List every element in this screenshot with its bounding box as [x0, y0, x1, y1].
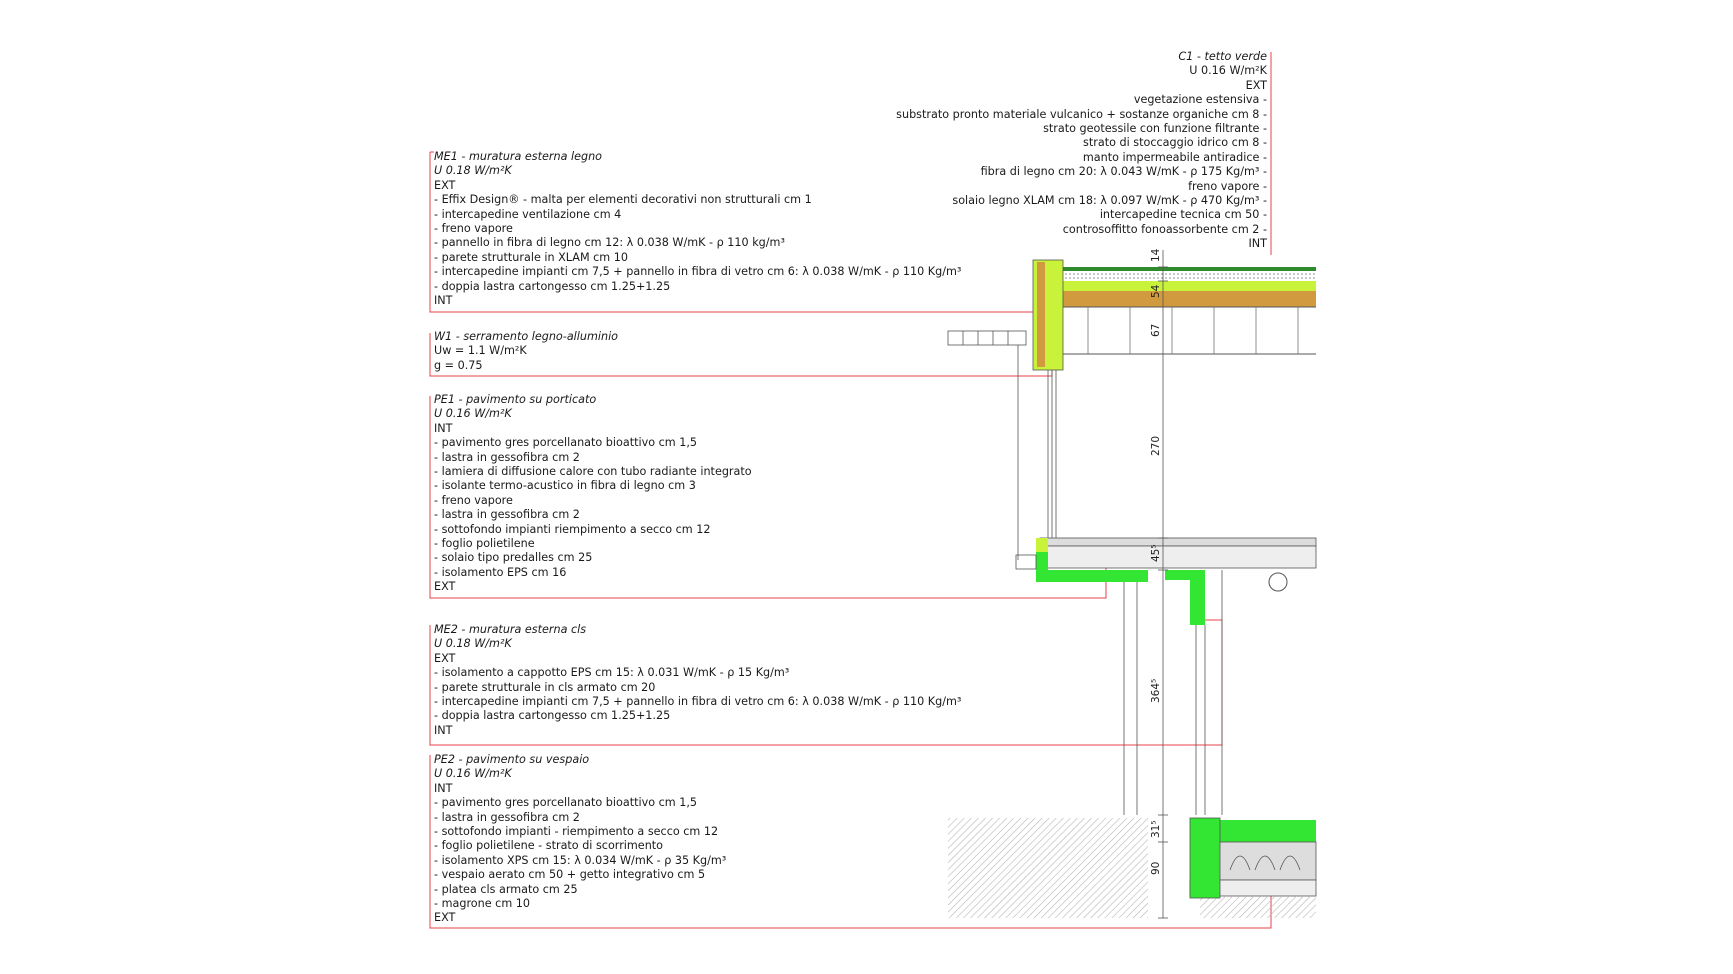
pe2-layer: - lastra in gessofibra cm 2 [434, 810, 580, 824]
pe1-title: PE1 - pavimento su porticato [434, 393, 597, 406]
dimension-label: 270 [1150, 435, 1162, 456]
c1-layer: manto impermeabile antiradice - [1082, 150, 1267, 164]
w1-value: g = 0.75 [434, 358, 483, 372]
pe1-layer: EXT [434, 580, 456, 594]
c1-layer: intercapedine tecnica cm 50 - [1099, 208, 1267, 222]
pe2-layer: - isolamento XPS cm 15: λ 0.034 W/mK - ρ 35 Kg/m³ [434, 853, 727, 867]
pe1-layer: - foglio polietilene [434, 537, 535, 551]
pe2-layer: - foglio polietilene - strato di scorrimento [434, 839, 664, 853]
me1-layer: - intercapedine ventilazione cm 4 [434, 207, 622, 221]
c1-layer: fibra di legno cm 20: λ 0.043 W/mK - ρ 175 Kg/m³ - [980, 165, 1267, 179]
pe2-label-block [434, 753, 726, 926]
pe2-layer: INT [434, 781, 453, 795]
dimension-label: 67 [1150, 323, 1162, 337]
me2-u-value: U 0.18 W/m²K [434, 637, 512, 651]
pe2-layer: - vespaio aerato cm 50 + getto integrativo cm 5 [434, 868, 706, 882]
c1-layer: substrato pronto materiale vulcanico + sostanze organiche cm 8 - [896, 107, 1267, 121]
c1-u-value: U 0.16 W/m²K [1189, 64, 1267, 78]
me1-layer: EXT [434, 178, 456, 192]
me2-layer: INT [434, 723, 453, 737]
pe1-layer: - lamiera di diffusione calore con tubo radiante integrato [434, 465, 752, 479]
dimension-label: 54 [1150, 284, 1162, 298]
me1-layer: - freno vapore [434, 222, 513, 236]
me1-layer: INT [434, 294, 453, 308]
c1-layer: solaio legno XLAM cm 18: λ 0.097 W/mK - ρ 470 Kg/m³ - [952, 194, 1267, 208]
pe1-layer: - solaio tipo predalles cm 25 [434, 551, 593, 565]
pe2-layer: - platea cls armato cm 25 [434, 882, 578, 896]
pe1-layer: - lastra in gessofibra cm 2 [434, 450, 580, 464]
me1-layer: - parete strutturale in XLAM cm 10 [434, 250, 628, 264]
roof-section [1033, 260, 1316, 370]
me1-layer: - Effix Design® - malta per elementi decorativi non strutturali cm 1 [434, 193, 812, 207]
dimension-label: 14 [1150, 248, 1162, 262]
pe2-layer: - magrone cm 10 [434, 897, 531, 911]
me2-layer: - doppia lastra cartongesso cm 1.25+1.25 [434, 709, 671, 723]
wall-me2-section [1124, 570, 1222, 815]
me2-layer: - intercapedine impianti cm 7,5 + pannello in fibra di vetro cm 6: λ 0.038 W/mK - ρ 110 Kg/m³ [434, 695, 962, 709]
w1-title: W1 - serramento legno-alluminio [434, 330, 619, 343]
pe1-label-block [434, 393, 752, 595]
w1-label-block [434, 330, 618, 373]
me2-label-block [434, 623, 961, 738]
c1-layer: EXT [1245, 78, 1267, 92]
pe1-layer: - freno vapore [434, 493, 513, 507]
me1-u-value: U 0.18 W/m²K [434, 164, 512, 178]
dimension-label: 90 [1150, 861, 1162, 875]
pe2-layer: EXT [434, 911, 456, 925]
pe2-layer: - pavimento gres porcellanato bioattivo cm 1,5 [434, 796, 698, 810]
dimension-label: 364⁵ [1150, 678, 1162, 703]
c1-layer: vegetazione estensiva - [1133, 93, 1267, 107]
me2-title: ME2 - muratura esterna cls [434, 623, 587, 636]
pe1-layer: - sottofondo impianti riempimento a secco cm 12 [434, 522, 711, 536]
pe2-u-value: U 0.16 W/m²K [434, 767, 512, 781]
pe1-layer: - lastra in gessofibra cm 2 [434, 508, 580, 522]
floor-pe1-section [1016, 538, 1316, 625]
c1-title: C1 - tetto verde [1178, 50, 1267, 63]
me1-layer: - doppia lastra cartongesso cm 1.25+1.25 [434, 279, 671, 293]
me2-layer: - parete strutturale in cls armato cm 20 [434, 680, 656, 694]
me1-title: ME1 - muratura esterna legno [434, 150, 603, 163]
pe2-layer: - sottofondo impianti - riempimento a secco cm 12 [434, 825, 719, 839]
dimension-labels [1150, 248, 1162, 875]
dimension-label: 45⁵ [1150, 544, 1162, 562]
me2-layer: - isolamento a cappotto EPS cm 15: λ 0.031 W/mK - ρ 15 Kg/m³ [434, 666, 790, 680]
c1-layer: freno vapore - [1188, 179, 1267, 193]
pe2-title: PE2 - pavimento su vespaio [434, 753, 590, 766]
pe1-layer: - isolante termo-acustico in fibra di legno cm 3 [434, 479, 696, 493]
ground-section [948, 818, 1316, 918]
me1-label-block [434, 150, 961, 308]
c1-layer: strato geotessile con funzione filtrante - [1043, 122, 1267, 136]
me2-layer: EXT [434, 651, 456, 665]
me1-layer: - pannello in fibra di legno cm 12: λ 0.038 W/mK - ρ 110 kg/m³ [434, 236, 785, 250]
w1-value: Uw = 1.1 W/m²K [434, 344, 527, 358]
dimension-line [1158, 250, 1168, 918]
pe1-layer: - pavimento gres porcellanato bioattivo cm 1,5 [434, 436, 698, 450]
pe1-layer: INT [434, 421, 453, 435]
dimension-label: 31⁵ [1150, 820, 1162, 838]
me1-layer: - intercapedine impianti cm 7,5 + pannello in fibra di vetro cm 6: λ 0.038 W/mK - ρ 110 Kg/m³ [434, 265, 962, 279]
pe1-u-value: U 0.16 W/m²K [434, 407, 512, 421]
c1-layer: controsoffitto fonoassorbente cm 2 - [1062, 222, 1267, 236]
c1-layer: strato di stoccaggio idrico cm 8 - [1083, 136, 1267, 150]
c1-layer: INT [1248, 237, 1267, 251]
pe1-layer: - isolamento EPS cm 16 [434, 565, 567, 579]
